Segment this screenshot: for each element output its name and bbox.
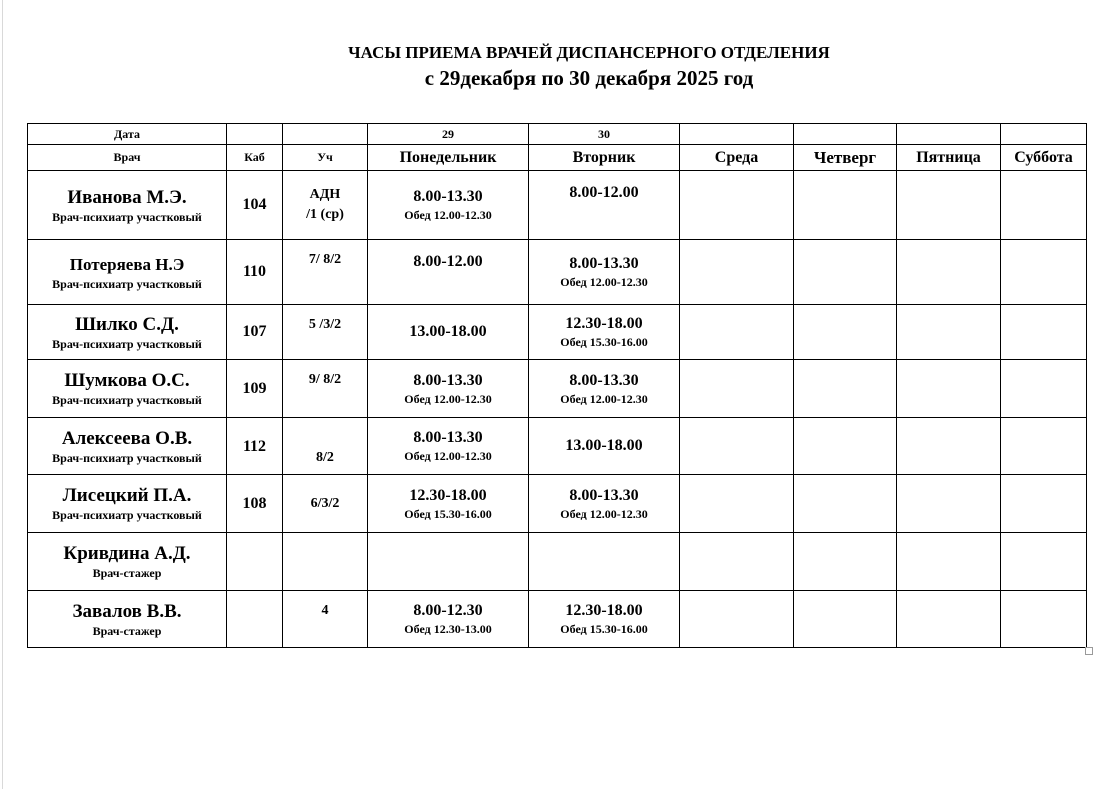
- empty-cell: [1001, 533, 1087, 591]
- empty-cell: [1001, 360, 1087, 418]
- doctor-name: Потеряева Н.Э: [69, 254, 185, 274]
- tuesday-hours: 8.00-13.30: [569, 486, 639, 504]
- monday-lunch: Обед 12.00-12.30: [404, 391, 492, 406]
- district-cell: [283, 591, 368, 648]
- tuesday-hours: 8.00-13.30: [569, 255, 639, 272]
- day-friday: Пятница: [897, 145, 1001, 171]
- day-wednesday: Среда: [680, 145, 794, 171]
- empty-cell: [794, 124, 897, 145]
- uch-label: Уч: [283, 145, 368, 171]
- empty-cell: [227, 591, 283, 648]
- doctor-cell: [28, 240, 227, 305]
- schedule-table: [27, 123, 1087, 648]
- cabinet-number: 107: [227, 305, 283, 360]
- monday-hours: 8.00-13.30: [413, 429, 483, 446]
- doctor-cell: [28, 591, 227, 648]
- empty-cell: [794, 533, 897, 591]
- doctor-role: Врач-психиатр участковый: [52, 508, 202, 522]
- date-tuesday: 30: [529, 124, 680, 145]
- table-row: [28, 418, 1087, 475]
- doctor-name: Лисецкий П.А.: [62, 485, 192, 506]
- empty-cell: [529, 533, 680, 591]
- table-row: [28, 305, 1087, 360]
- tuesday-hours-cell: [529, 591, 680, 648]
- district-line2: /1 (ср): [306, 207, 344, 222]
- cabinet-number: 110: [227, 240, 283, 305]
- date-label: Дата: [28, 124, 227, 145]
- monday-lunch: Обед 12.00-12.30: [404, 449, 492, 463]
- page-title: ЧАСЫ ПРИЕМА ВРАЧЕЙ ДИСПАНСЕРНОГО ОТДЕЛЕНИЯ: [348, 43, 830, 62]
- empty-cell: [283, 124, 368, 145]
- cab-label: Каб: [227, 145, 283, 171]
- empty-cell: [680, 240, 794, 305]
- district-line1: 8/2: [316, 450, 334, 465]
- table-resize-handle[interactable]: [1085, 647, 1093, 655]
- monday-hours: 8.00-12.00: [413, 253, 483, 270]
- tuesday-lunch: Обед 15.30-16.00: [560, 622, 648, 636]
- tuesday-lunch: Обед 15.30-16.00: [560, 335, 648, 349]
- monday-hours: 8.00-12.30: [413, 602, 483, 619]
- doctor-role: Врач-стажер: [92, 566, 162, 580]
- district-line1: 6/3/2: [310, 495, 340, 511]
- empty-cell: [680, 124, 794, 145]
- tuesday-lunch: Обед 12.00-12.30: [560, 506, 648, 521]
- monday-hours: 8.00-13.30: [413, 188, 483, 205]
- cabinet-number: 108: [227, 475, 283, 533]
- empty-cell: [680, 533, 794, 591]
- doctor-name: Кривдина А.Д.: [63, 543, 191, 564]
- table-row: [28, 591, 1087, 648]
- table-row: [28, 533, 1087, 591]
- doctor-role: Врач-стажер: [92, 623, 162, 638]
- empty-cell: [1001, 418, 1087, 475]
- doctor-cell: [28, 475, 227, 533]
- monday-lunch: Обед 12.30-13.00: [404, 622, 492, 636]
- empty-cell: [227, 124, 283, 145]
- page-subtitle: с 29декабря по 30 декабря 2025 год: [424, 66, 754, 90]
- doctor-label: Врач: [28, 145, 227, 171]
- empty-cell: [1001, 591, 1087, 648]
- header-row-date: [28, 124, 1087, 145]
- district-cell: [283, 360, 368, 418]
- empty-cell: [794, 591, 897, 648]
- cabinet-number: 104: [227, 171, 283, 240]
- empty-cell: [680, 360, 794, 418]
- empty-cell: [897, 360, 1001, 418]
- cabinet-number: 109: [227, 360, 283, 418]
- doctor-role: Врач-психиатр участковый: [52, 209, 202, 224]
- tuesday-hours-cell: [529, 360, 680, 418]
- empty-cell: [680, 475, 794, 533]
- cabinet-number: 112: [227, 418, 283, 475]
- day-saturday: Суббота: [1001, 145, 1087, 171]
- doctor-name: Шумкова О.С.: [64, 370, 190, 391]
- district-cell: [283, 240, 368, 305]
- day-thursday: Четверг: [794, 145, 897, 171]
- empty-cell: [1001, 475, 1087, 533]
- empty-cell: [680, 591, 794, 648]
- empty-cell: [1001, 240, 1087, 305]
- district-cell: [283, 171, 368, 240]
- monday-hours-cell: [368, 305, 529, 360]
- day-tuesday: Вторник: [529, 145, 680, 171]
- page-edge-line: [2, 0, 3, 789]
- doctor-cell: [28, 360, 227, 418]
- tuesday-hours: 8.00-12.00: [569, 184, 639, 201]
- tuesday-lunch: Обед 12.00-12.30: [560, 391, 648, 406]
- district-line1: 5 /3/2: [308, 317, 342, 332]
- empty-cell: [897, 240, 1001, 305]
- empty-cell: [1001, 305, 1087, 360]
- table-row: [28, 240, 1087, 305]
- monday-hours-cell: [368, 240, 529, 305]
- monday-hours-cell: [368, 171, 529, 240]
- empty-cell: [794, 240, 897, 305]
- district-line1: 9/ 8/2: [308, 372, 342, 387]
- tuesday-hours-cell: [529, 171, 680, 240]
- empty-cell: [897, 305, 1001, 360]
- empty-cell: [897, 124, 1001, 145]
- date-monday: 29: [368, 124, 529, 145]
- empty-cell: [680, 418, 794, 475]
- monday-lunch: Обед 12.00-12.30: [404, 208, 492, 222]
- tuesday-hours-cell: [529, 475, 680, 533]
- table-row: [28, 475, 1087, 533]
- doctor-cell: [28, 305, 227, 360]
- doctor-cell: [28, 418, 227, 475]
- tuesday-hours-cell: [529, 240, 680, 305]
- doctor-name: Иванова М.Э.: [67, 186, 187, 208]
- doctor-name: Шилко С.Д.: [75, 313, 179, 335]
- monday-hours-cell: [368, 360, 529, 418]
- district-line1: 4: [321, 603, 329, 618]
- empty-cell: [283, 533, 368, 591]
- table-row: [28, 171, 1087, 240]
- empty-cell: [227, 533, 283, 591]
- tuesday-hours: 8.00-13.30: [569, 371, 639, 389]
- monday-lunch: Обед 15.30-16.00: [404, 506, 492, 521]
- doctor-name: Алексеева О.В.: [61, 427, 193, 449]
- monday-hours-cell: [368, 591, 529, 648]
- empty-cell: [1001, 124, 1087, 145]
- doctor-role: Врач-психиатр участковый: [52, 393, 202, 407]
- district-cell: [283, 418, 368, 475]
- tuesday-hours-cell: [529, 305, 680, 360]
- doctor-cell: [28, 171, 227, 240]
- doctor-name: Завалов В.В.: [72, 600, 182, 622]
- empty-cell: [680, 305, 794, 360]
- day-monday: Понедельник: [368, 145, 529, 171]
- tuesday-hours: 12.30-18.00: [565, 602, 643, 619]
- district-cell: [283, 475, 368, 533]
- monday-hours-cell: [368, 418, 529, 475]
- tuesday-hours: 13.00-18.00: [565, 437, 643, 454]
- empty-cell: [897, 475, 1001, 533]
- tuesday-hours: 12.30-18.00: [565, 315, 643, 332]
- empty-cell: [794, 418, 897, 475]
- empty-cell: [897, 591, 1001, 648]
- empty-cell: [897, 418, 1001, 475]
- empty-cell: [368, 533, 529, 591]
- monday-hours-cell: [368, 475, 529, 533]
- monday-hours: 8.00-13.30: [413, 371, 483, 389]
- empty-cell: [897, 533, 1001, 591]
- empty-cell: [897, 171, 1001, 240]
- monday-hours: 12.30-18.00: [409, 486, 487, 504]
- empty-cell: [794, 475, 897, 533]
- monday-hours: 13.00-18.00: [409, 323, 487, 340]
- empty-cell: [794, 360, 897, 418]
- empty-cell: [680, 171, 794, 240]
- doctor-cell: [28, 533, 227, 591]
- header-row-days: [28, 145, 1087, 171]
- empty-cell: [1001, 171, 1087, 240]
- empty-cell: [794, 171, 897, 240]
- tuesday-lunch: Обед 12.00-12.30: [560, 275, 648, 289]
- doctor-role: Врач-психиатр участковый: [52, 336, 202, 351]
- tuesday-hours-cell: [529, 418, 680, 475]
- empty-cell: [794, 305, 897, 360]
- doctor-role: Врач-психиатр участковый: [52, 276, 202, 291]
- doctor-role: Врач-психиатр участковый: [52, 450, 202, 465]
- table-row: [28, 360, 1087, 418]
- district-cell: [283, 305, 368, 360]
- district-line1: 7/ 8/2: [308, 252, 342, 267]
- district-line1: АДН: [309, 187, 341, 202]
